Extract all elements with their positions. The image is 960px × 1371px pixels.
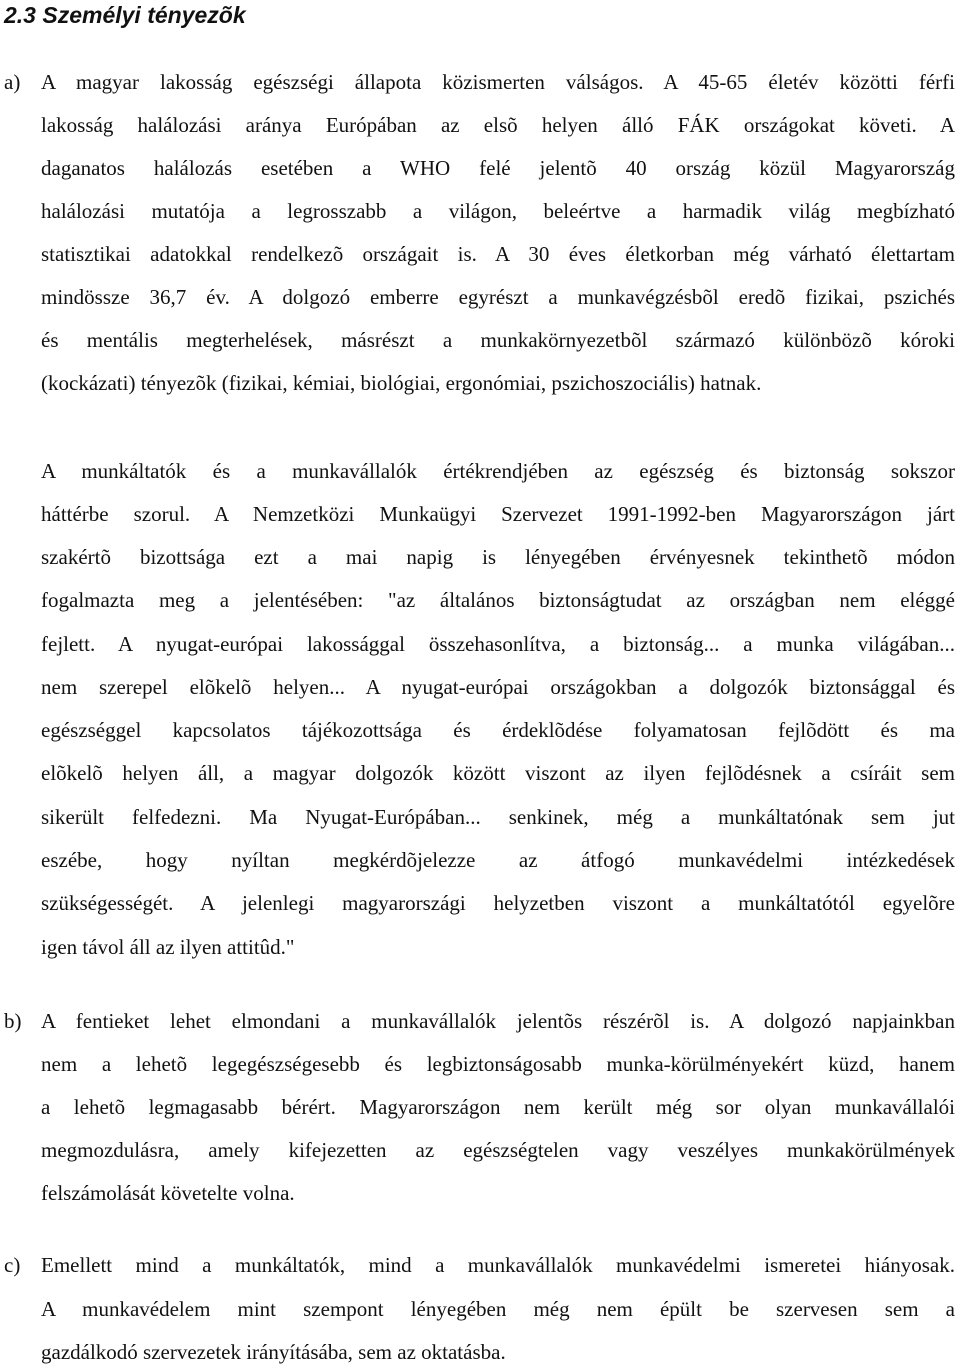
text-line: A fentieket lehet elmondani a munkavállalók jelentõs részérõl is. A dolgozó napjainkban — [41, 1009, 955, 1033]
text-line: szükségességét. A jelenlegi magyarországi helyzetben viszont a munkáltatótól egyelõre — [41, 891, 955, 915]
text-line: megmozdulásra, amely kifejezetten az egészségtelen vagy veszélyes munkakörülmények — [41, 1138, 955, 1162]
text-line: mindössze 36,7 év. A dolgozó emberre egyrészt a munkavégzésbõl eredõ fizikai, pszichés — [41, 285, 955, 309]
text-line: A munkavédelem mint szempont lényegében még nem épült be szervesen sem a — [41, 1297, 955, 1321]
text-line: egészséggel kapcsolatos tájékozottsága és érdeklõdése folyamatosan fejlõdött és ma — [41, 718, 955, 742]
text-line: Emellett mind a munkáltatók, mind a munkavállalók munkavédelmi ismeretei hiányosak. — [41, 1253, 955, 1277]
list-marker-a: a) — [4, 70, 21, 94]
text-line: sikerült felfedezni. Ma Nyugat-Európában... senkinek, még a munkáltatónak sem jut — [41, 805, 955, 829]
section-title: 2.3 Személyi tényezõk — [4, 2, 246, 28]
text-line: A magyar lakosság egészségi állapota közismerten válságos. A 45-65 életév közötti férfi — [41, 70, 955, 94]
text-line: igen távol áll az ilyen attitûd." — [41, 935, 295, 959]
list-marker-c: c) — [4, 1253, 21, 1277]
text-line: lakosság halálozási aránya Európában az elsõ helyen álló FÁK országokat követi. A — [41, 113, 955, 137]
text-line: a lehetõ legmagasabb bérért. Magyarországon nem került még sor olyan munkavállalói — [41, 1095, 955, 1119]
text-line: statisztikai adatokkal rendelkezõ országait is. A 30 éves életkorban még várható élettartam — [41, 242, 955, 266]
text-line: elõkelõ helyen áll, a magyar dolgozók között viszont az ilyen fejlõdésnek a csíráit sem — [41, 761, 955, 785]
text-line: háttérbe szorul. A Nemzetközi Munkaügyi Szervezet 1991-1992-ben Magyarországon járt — [41, 502, 955, 526]
text-line: (kockázati) tényezõk (fizikai, kémiai, biológiai, ergonómiai, pszichoszociális) hatnak. — [41, 371, 762, 395]
text-line: A munkáltatók és a munkavállalók értékrendjében az egészség és biztonság sokszor — [41, 459, 955, 483]
text-line: felszámolását követelte volna. — [41, 1181, 295, 1205]
text-line: és mentális megterhelések, másrészt a munkakörnyezetbõl származó különbözõ kóroki — [41, 328, 955, 352]
text-line: nem szerepel elõkelõ helyen... A nyugat-európai országokban a dolgozók biztonsággal és — [41, 675, 955, 699]
text-line: eszébe, hogy nyíltan megkérdõjelezze az átfogó munkavédelmi intézkedések — [41, 848, 955, 872]
list-marker-b: b) — [4, 1009, 22, 1033]
text-line: nem a lehetõ legegészségesebb és legbiztonságosabb munka-körülményekért küzd, hanem — [41, 1052, 955, 1076]
text-line: daganatos halálozás esetében a WHO felé jelentõ 40 ország közül Magyarország — [41, 156, 955, 180]
text-line: fejlett. A nyugat-európai lakossággal összehasonlítva, a biztonság... a munka világában... — [41, 632, 955, 656]
text-line: szakértõ bizottsága ezt a mai napig is lényegében érvényesnek tekinthetõ módon — [41, 545, 955, 569]
text-line: gazdálkodó szervezetek irányításába, sem az oktatásba. — [41, 1340, 506, 1364]
text-line: fogalmazta meg a jelentésében: "az általános biztonságtudat az országban nem eléggé — [41, 588, 955, 612]
text-line: halálozási mutatója a legrosszabb a világon, beleértve a harmadik világ megbízható — [41, 199, 955, 223]
